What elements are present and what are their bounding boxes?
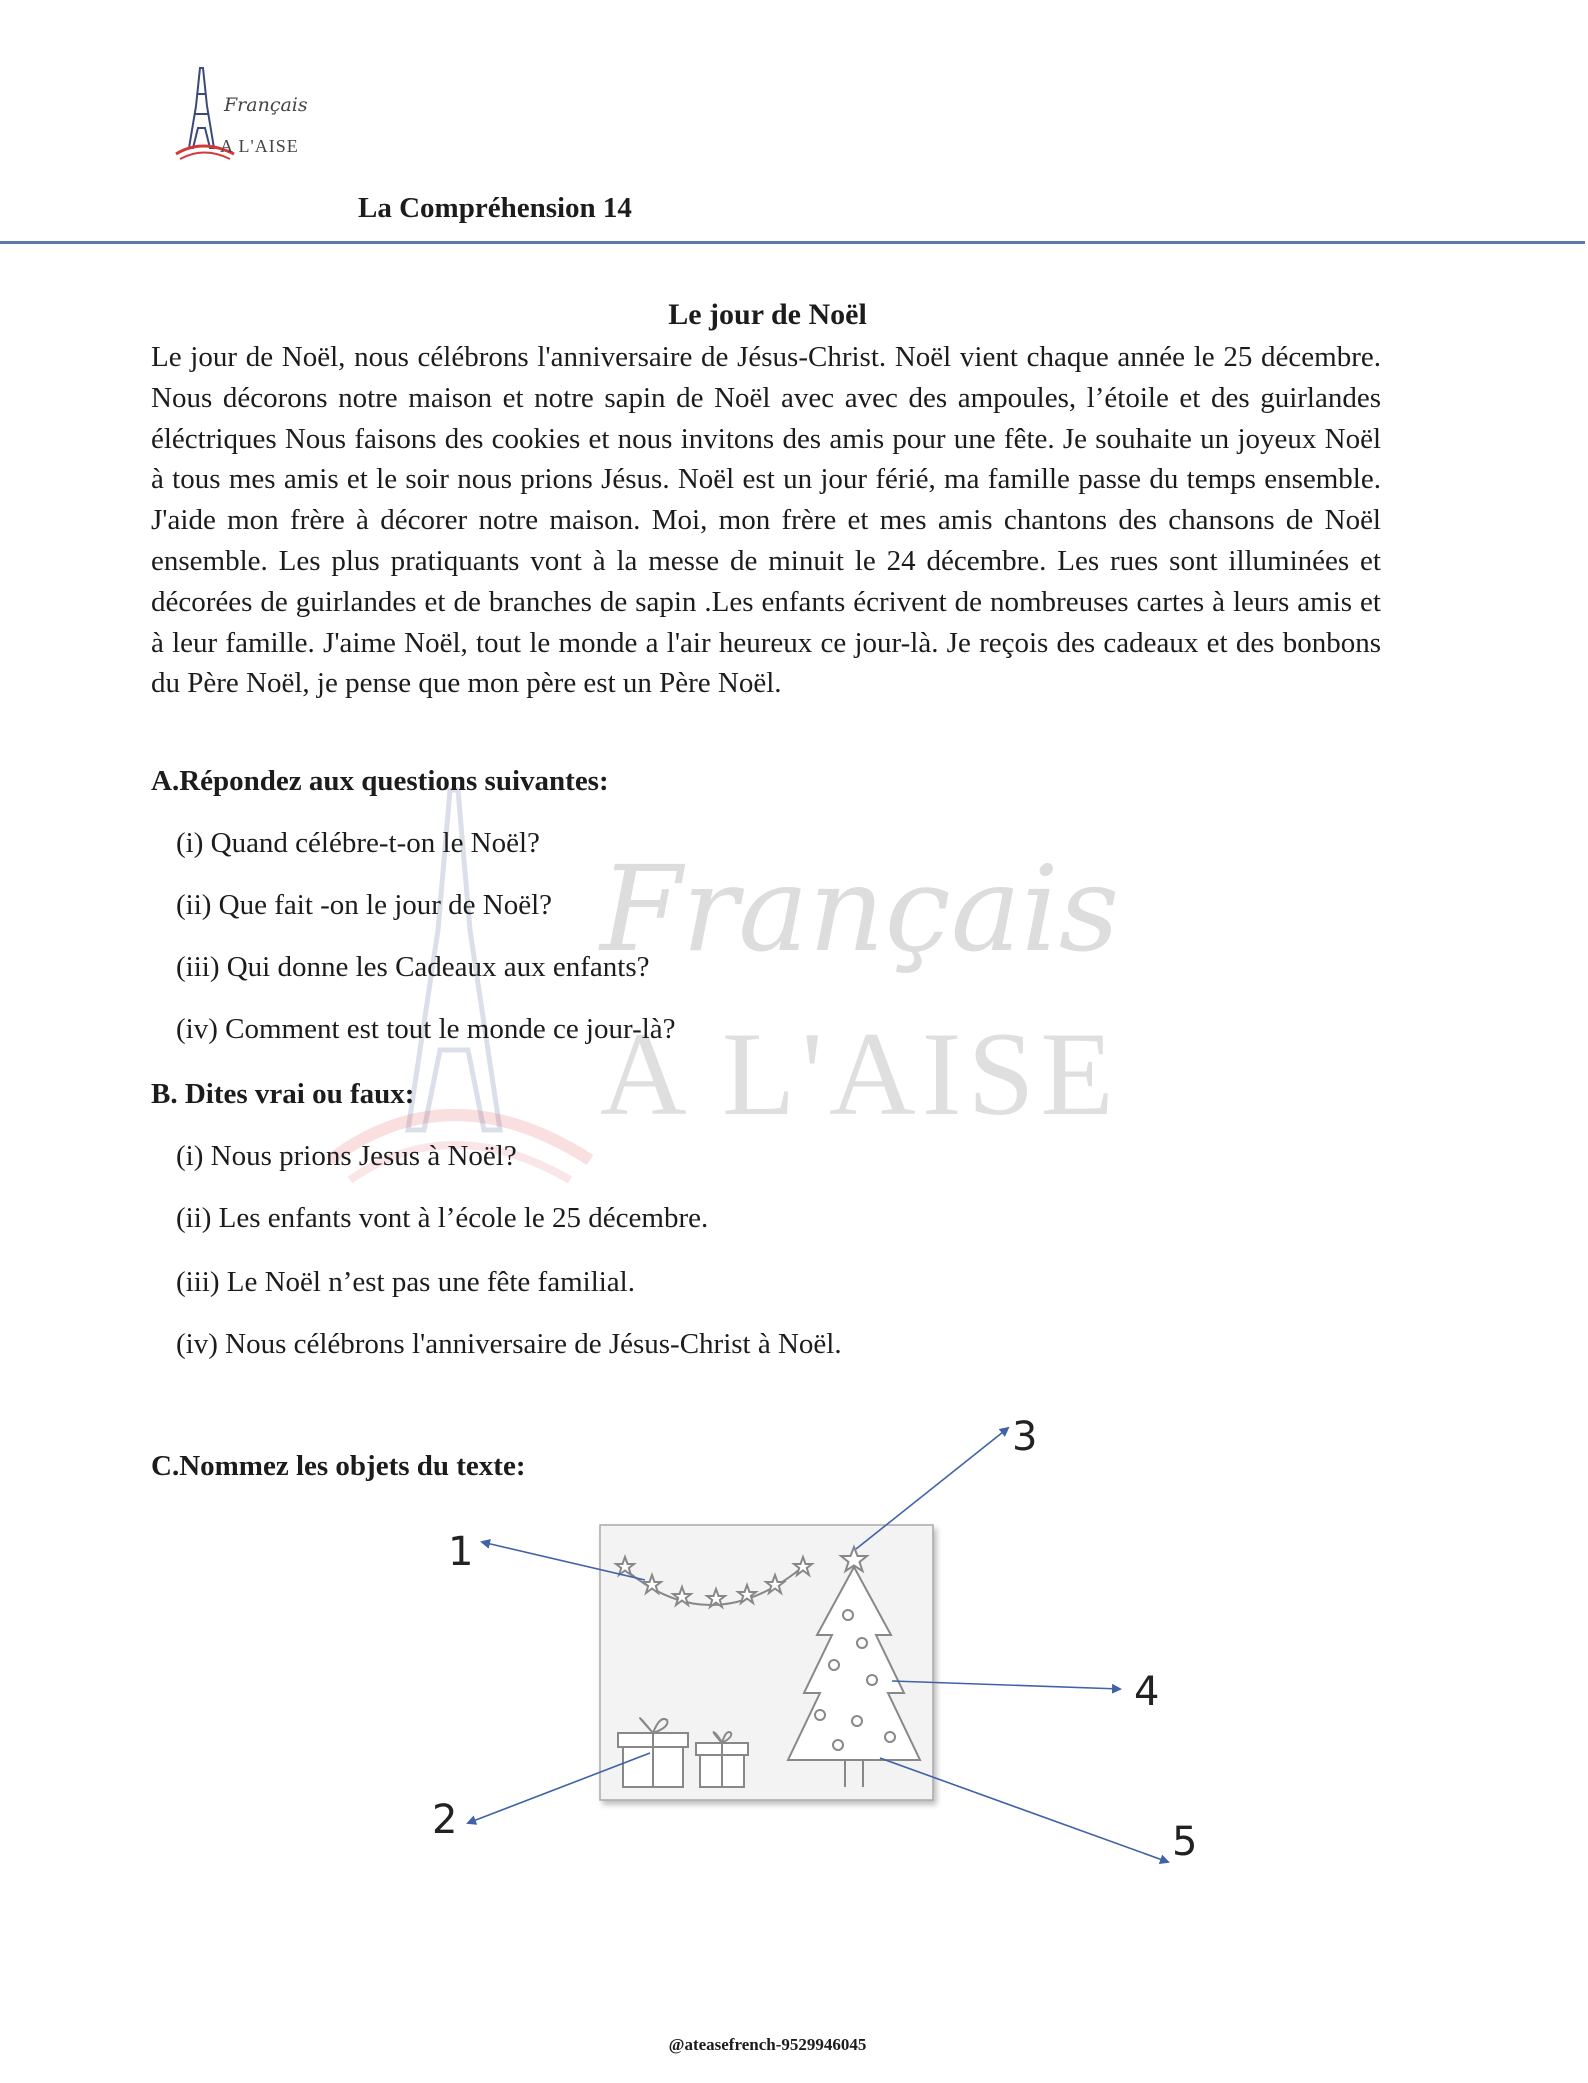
section-a-question: (iii) Qui donne les Cadeaux aux enfants? (176, 951, 650, 983)
footer-credit: @ateasefrench-9529946045 (668, 2035, 867, 2054)
label-3: 3 (1012, 1415, 1038, 1460)
label-1: 1 (448, 1529, 474, 1575)
header-divider (0, 241, 1585, 244)
section-b-question: (iii) Le Noël n’est pas une fête familial. (176, 1266, 635, 1298)
document-title: La Compréhension 14 (358, 192, 632, 224)
logo-script-text: Français (224, 94, 308, 116)
section-b-heading: B. Dites vrai ou faux: (151, 1078, 415, 1110)
section-b-question: (i) Nous prions Jesus à Noël? (176, 1140, 517, 1172)
label-4: 4 (1134, 1669, 1160, 1715)
section-a-question: (ii) Que fait -on le jour de Noël? (176, 889, 553, 921)
logo-caps-text: A L'AISE (220, 136, 299, 156)
section-a-question: (iv) Comment est tout le monde ce jour-là? (176, 1013, 676, 1045)
arrow-tree (880, 1758, 1168, 1862)
label-2: 2 (432, 1797, 458, 1843)
section-a-heading: A.Répondez aux questions suivantes: (151, 765, 609, 797)
section-b-question: (iv) Nous célébrons l'anniversaire de Jésus-Christ à Noël. (176, 1328, 842, 1360)
watermark-caps-text: A L'AISE (600, 1007, 1120, 1140)
label-5: 5 (1172, 1819, 1198, 1865)
passage-text: Le jour de Noël, nous célébrons l'anniversaire de Jésus-Christ. Noël vient chaque année le 25 décembre. Nous décorons notre maison et notre sapin de Noël avec avec des ampoules, l’étoile et des guirlandes éléctriques Nous faisons des cookies et nous invitons des amis pour une fête. Je souhaite un joyeux Noël à tous mes amis et le soir nous prions Jésus. Noël est un jour férié, ma famille passe du temps ensemble. J'aide mon frère à décorer notre maison. Moi, mon frère et mes amis chantons des chansons de Noël ensemble. Les plus pratiquants vont à la messe de minuit le 24 décembre. Les rues sont illuminées et décorées de guirlandes et de branches de sapin .Les enfants écrivent de nombreuses cartes à leurs amis et à leur famille. J'aime Noël, tout le monde a l'air heureux ce jour-là. Je reçois des cadeaux et des bonbons du Père Noël, je pense que mon père est un Père Noël. (151, 341, 1381, 700)
section-a-question: (i) Quand célébre-t-on le Noël? (176, 827, 540, 859)
christmas-scene-diagram (420, 1415, 1230, 1895)
section-b-question: (ii) Les enfants vont à l’école le 25 décembre. (176, 1202, 709, 1234)
watermark-script-text: Français (600, 840, 1120, 978)
section-c-heading: C.Nommez les objets du texte: (151, 1450, 526, 1482)
passage-title: Le jour de Noël (668, 298, 867, 331)
logo (172, 66, 322, 166)
